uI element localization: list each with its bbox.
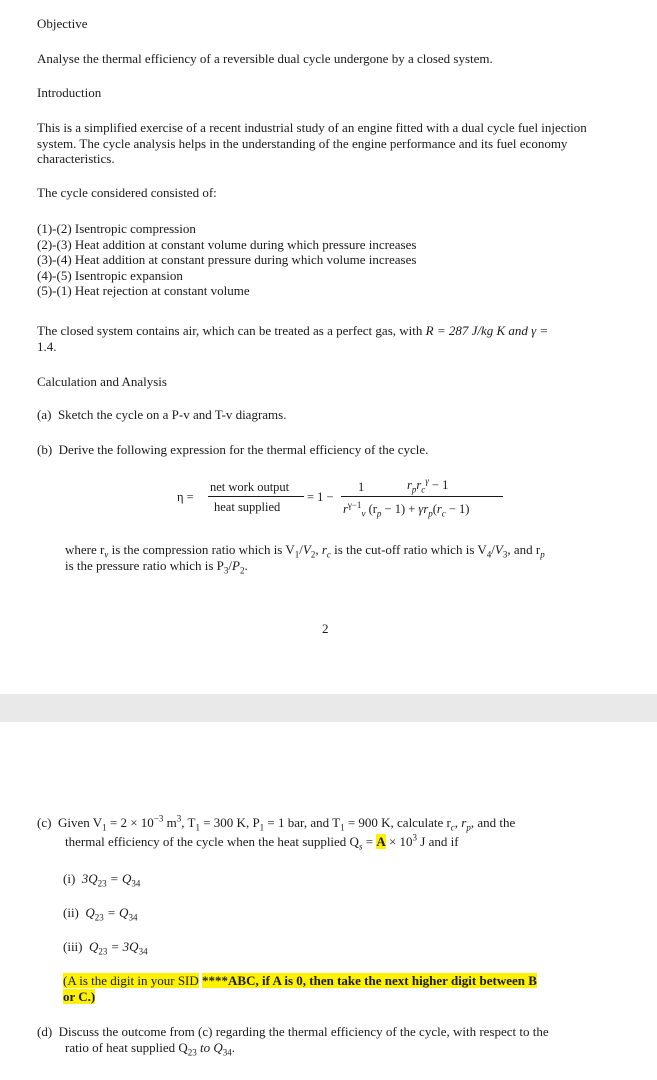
process-item: (2)-(3) Heat addition at constant volume during which pressure increases <box>37 236 417 252</box>
question-d: (d) Discuss the outcome from (c) regarding the thermal efficiency of the cycle, with respect to the <box>37 1024 549 1039</box>
fraction-numerator: net work output <box>210 480 290 494</box>
fraction-bar <box>208 496 304 497</box>
case-iii: (iii) $Q_{23} = 3Q_{34}$ <box>63 939 148 957</box>
main-fraction-bar <box>341 496 503 497</box>
big-numerator: $r_pr_c^\gamma - 1$ <box>407 475 449 495</box>
question-a: (a) Sketch the cycle on a P-v and T-v diagrams. <box>37 407 287 422</box>
introduction-text: This is a simplified exercise of a recent industrial study of an engine fitted with a dual cycle fuel injection system. The cycle analysis helps in the understanding of the engine performance and its fuel economy characteristics. <box>37 120 587 166</box>
process-item: (1)-(2) Isentropic compression <box>37 221 196 236</box>
inner-one: 1 <box>358 480 365 494</box>
page-number: 2 <box>322 621 329 636</box>
process-item: (3)-(4) Heat addition at constant pressure during which volume increases <box>37 252 417 267</box>
cycle-intro: The cycle considered consisted of: <box>37 185 217 200</box>
case-ii: (ii) $Q_{23} = Q_{34}$ <box>63 905 138 923</box>
objective-text: Analyse the thermal efficiency of a reversible dual cycle undergone by a closed system. <box>37 51 493 66</box>
process-list <box>37 221 621 299</box>
page-2 <box>0 722 657 1080</box>
digit-a-highlight: A <box>376 834 386 849</box>
question-c-line2: thermal efficiency of the cycle when the heat supplied $Q_s = A \times 10^3$ J and if <box>65 832 459 852</box>
fraction-denominator: heat supplied <box>214 500 281 514</box>
sid-note: (A is the digit in your SID ****ABC, if A is 0, then take the next higher digit between B or C.) <box>63 973 537 1004</box>
process-item: (4)-(5) Isentropic expansion <box>37 267 183 283</box>
question-c: (c) Given $V_1 = 2 \times 10^{-3}$ $m^3$, $T_1 = 300$ K, $P_1 = 1$ bar, and $T_1 = 900$ K, calculate $r_c$, $r_p$, and the <box>37 813 516 833</box>
calculation-heading: Calculation and Analysis <box>37 374 167 389</box>
process-item: (5)-(1) Heat rejection at constant volume <box>37 283 250 298</box>
big-denominator: $r^{\gamma-1}_v$ $(r_p - 1) + \gamma r_p(r_c - 1)$ <box>343 499 470 519</box>
case-i: (i) $3Q_{23} = Q_{34}$ <box>63 871 141 889</box>
page-break <box>0 694 657 722</box>
question-d-line2: ratio of heat supplied $Q_{23}$ to $Q_{34}$. <box>65 1040 235 1058</box>
objective-heading: Objective <box>37 16 88 31</box>
eta-symbol: η = <box>177 490 194 504</box>
question-b: (b) Derive the following expression for the thermal efficiency of the cycle. <box>37 442 429 457</box>
where-clause: where $r_v$ is the compression ratio which is $V_1/V_2$, $r_c$ is the cut-off ratio which is $V_4/V_3$, and $r_p$ is the pressure ratio which is $P_3/P_2$. <box>65 542 545 576</box>
equals-one-minus: = 1 − <box>307 490 334 504</box>
introduction-heading: Introduction <box>37 85 102 100</box>
gas-note: The closed system contains air, which can be treated as a perfect gas, with R = 287 J/kg K and γ = 1.4. <box>37 323 549 354</box>
